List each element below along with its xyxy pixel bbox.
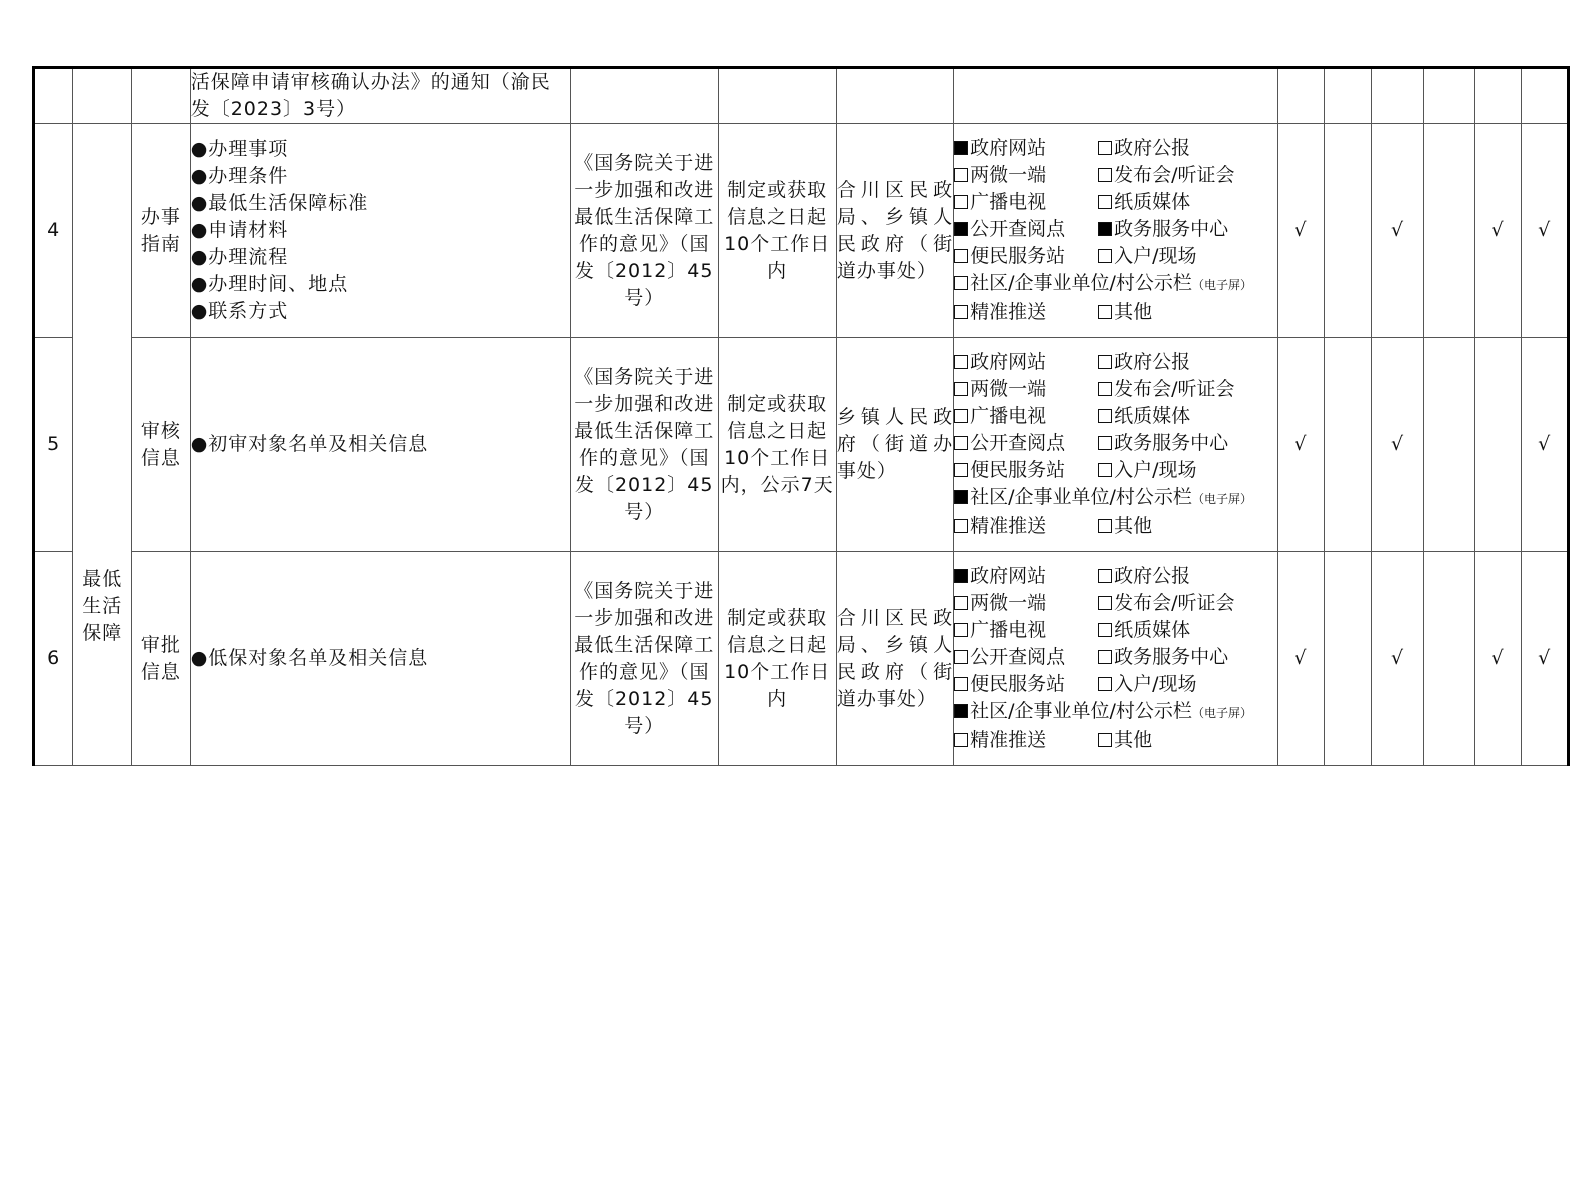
channel-option-reading bbox=[954, 430, 1098, 457]
channels-cell bbox=[954, 552, 1278, 766]
channel-option-paper bbox=[1098, 617, 1268, 644]
checkbox-icon bbox=[1098, 569, 1112, 583]
channel-label: 精准推送 bbox=[970, 729, 1047, 751]
checkbox-icon bbox=[1098, 650, 1112, 664]
checkbox-icon bbox=[1098, 436, 1112, 450]
checkbox-icon bbox=[954, 195, 968, 209]
content-item: ●办理时间、地点 bbox=[190, 273, 349, 295]
channel-label: 公开查阅点 bbox=[970, 646, 1066, 668]
checked-box-icon bbox=[954, 704, 968, 718]
channel-option-two-micro bbox=[954, 590, 1098, 617]
channel-label: 政府网站 bbox=[970, 137, 1047, 159]
channel-option-other bbox=[1098, 727, 1268, 754]
continued-content-cell: 活保障申请审核确认办法》的通知（渝民发〔2023〕3号） bbox=[190, 68, 570, 124]
channel-label: 纸质媒体 bbox=[1114, 619, 1191, 641]
channel-option-push bbox=[954, 299, 1098, 326]
channel-option-paper bbox=[1098, 189, 1268, 216]
checkbox-icon bbox=[954, 733, 968, 747]
channel-option-onsite bbox=[1098, 243, 1268, 270]
channel-options bbox=[954, 135, 1277, 326]
channel-option-reading bbox=[954, 216, 1098, 243]
checkbox-icon bbox=[954, 436, 968, 450]
tick-cell: √ bbox=[1522, 124, 1569, 338]
channel-option-onsite bbox=[1098, 457, 1268, 484]
content-item: ●申请材料 bbox=[190, 219, 289, 241]
time-limit-cell: 制定或获取信息之日起10个工作日内 bbox=[718, 124, 836, 338]
channel-label: 入户/现场 bbox=[1114, 459, 1197, 481]
subject-cell: 合川区民政局、乡镇人民政府（街道办事处） bbox=[836, 552, 953, 766]
tick-cell bbox=[1325, 338, 1372, 552]
channel-option-gazette bbox=[1098, 135, 1268, 162]
checked-box-icon bbox=[954, 569, 968, 583]
checked-box-icon bbox=[954, 222, 968, 236]
content-item: ●办理流程 bbox=[190, 246, 289, 268]
channel-label: 社区/企事业单位/村公示栏 bbox=[970, 272, 1192, 294]
content-item: ●低保对象名单及相关信息 bbox=[190, 647, 429, 669]
channel-label: 政府网站 bbox=[970, 565, 1047, 587]
checkbox-icon bbox=[1098, 733, 1112, 747]
checkbox-icon bbox=[954, 168, 968, 182]
tick-cell bbox=[1325, 124, 1372, 338]
checkbox-icon bbox=[1098, 596, 1112, 610]
channel-label: 精准推送 bbox=[970, 301, 1047, 323]
channel-option-other bbox=[1098, 299, 1268, 326]
subject-cell: 合川区民政局、乡镇人民政府（街道办事处） bbox=[836, 124, 953, 338]
checkbox-icon bbox=[954, 650, 968, 664]
channels-cell bbox=[954, 338, 1278, 552]
tick-cell: √ bbox=[1371, 124, 1424, 338]
subcategory-cell: 审核信息 bbox=[132, 338, 191, 552]
content-cell bbox=[190, 124, 570, 338]
channel-label: 两微一端 bbox=[970, 164, 1047, 186]
basis-cell: 《国务院关于进一步加强和改进最低生活保障工作的意见》（国发〔2012〕45号） bbox=[570, 552, 718, 766]
checkbox-icon bbox=[954, 355, 968, 369]
channel-option-two-micro bbox=[954, 162, 1098, 189]
table-row bbox=[34, 124, 1569, 338]
tick-cell bbox=[1325, 552, 1372, 766]
checkbox-icon bbox=[1098, 409, 1112, 423]
channel-label: 发布会/听证会 bbox=[1114, 592, 1235, 614]
checkbox-icon bbox=[1098, 141, 1112, 155]
subcategory-cell: 审批信息 bbox=[132, 552, 191, 766]
checkbox-icon bbox=[1098, 249, 1112, 263]
channel-option-two-micro bbox=[954, 376, 1098, 403]
channel-label: 政务服务中心 bbox=[1114, 218, 1229, 240]
checkbox-icon bbox=[954, 596, 968, 610]
channel-option-other bbox=[1098, 513, 1268, 540]
content-item: ●办理事项 bbox=[190, 138, 289, 160]
channel-label: 公开查阅点 bbox=[970, 432, 1066, 454]
channel-option-service-center bbox=[1098, 644, 1268, 671]
channel-option-reading bbox=[954, 644, 1098, 671]
tick-cell: √ bbox=[1522, 552, 1569, 766]
content-cell bbox=[190, 552, 570, 766]
channel-label: 政府网站 bbox=[970, 351, 1047, 373]
channel-label: 便民服务站 bbox=[970, 245, 1066, 267]
checkbox-icon bbox=[1098, 677, 1112, 691]
content-item: ●最低生活保障标准 bbox=[190, 192, 369, 214]
checkbox-icon bbox=[954, 305, 968, 319]
checkbox-icon bbox=[1098, 168, 1112, 182]
checkbox-icon bbox=[1098, 355, 1112, 369]
channel-label: 两微一端 bbox=[970, 378, 1047, 400]
channel-option-station bbox=[954, 243, 1098, 270]
tick-cell: √ bbox=[1474, 552, 1522, 766]
channel-label: 政务服务中心 bbox=[1114, 646, 1229, 668]
checkbox-icon bbox=[1098, 195, 1112, 209]
channel-label: 发布会/听证会 bbox=[1114, 164, 1235, 186]
tick-cell: √ bbox=[1371, 552, 1424, 766]
channel-option-onsite bbox=[1098, 671, 1268, 698]
tick-cell: √ bbox=[1474, 124, 1522, 338]
basis-cell: 《国务院关于进一步加强和改进最低生活保障工作的意见》（国发〔2012〕45号） bbox=[570, 338, 718, 552]
channel-label: 其他 bbox=[1114, 515, 1153, 537]
channel-option-service-center bbox=[1098, 216, 1268, 243]
checked-box-icon bbox=[954, 490, 968, 504]
checked-box-icon bbox=[1098, 222, 1112, 236]
checkbox-icon bbox=[954, 677, 968, 691]
channel-options bbox=[954, 349, 1277, 540]
content-cell bbox=[190, 338, 570, 552]
channel-option-service-center bbox=[1098, 430, 1268, 457]
channel-option-board bbox=[954, 698, 1268, 727]
table-row-continued bbox=[34, 68, 1569, 124]
channel-label: 入户/现场 bbox=[1114, 245, 1197, 267]
channel-option-board bbox=[954, 484, 1268, 513]
channel-option-board bbox=[954, 270, 1268, 299]
channel-label: 政务服务中心 bbox=[1114, 432, 1229, 454]
channel-option-gov-site bbox=[954, 349, 1098, 376]
channel-option-station bbox=[954, 457, 1098, 484]
channel-label: 便民服务站 bbox=[970, 459, 1066, 481]
channel-option-gov-site bbox=[954, 135, 1098, 162]
channel-option-paper bbox=[1098, 403, 1268, 430]
channels-cell bbox=[954, 124, 1278, 338]
channel-label: 便民服务站 bbox=[970, 673, 1066, 695]
tick-cell: √ bbox=[1277, 338, 1325, 552]
checkbox-icon bbox=[954, 409, 968, 423]
tick-cell: √ bbox=[1277, 552, 1325, 766]
basis-cell: 《国务院关于进一步加强和改进最低生活保障工作的意见》（国发〔2012〕45号） bbox=[570, 124, 718, 338]
checkbox-icon bbox=[1098, 382, 1112, 396]
category-label: 最低生活保障 bbox=[82, 568, 123, 644]
tick-cell: √ bbox=[1277, 124, 1325, 338]
channel-option-gov-site bbox=[954, 563, 1098, 590]
channel-label: 入户/现场 bbox=[1114, 673, 1197, 695]
checked-box-icon bbox=[954, 141, 968, 155]
time-limit-cell: 制定或获取信息之日起10个工作日内，公示7天 bbox=[718, 338, 836, 552]
table-row bbox=[34, 552, 1569, 766]
channel-option-push bbox=[954, 727, 1098, 754]
channel-label: 纸质媒体 bbox=[1114, 405, 1191, 427]
channel-label: 政府公报 bbox=[1114, 351, 1191, 373]
channel-label: 其他 bbox=[1114, 729, 1153, 751]
checkbox-icon bbox=[954, 623, 968, 637]
channel-label: 纸质媒体 bbox=[1114, 191, 1191, 213]
category-cell bbox=[73, 124, 132, 766]
channel-option-press bbox=[1098, 590, 1268, 617]
channel-option-gazette bbox=[1098, 563, 1268, 590]
channel-note: （电子屏） bbox=[1191, 492, 1252, 506]
channel-option-press bbox=[1098, 162, 1268, 189]
subcategory-cell: 办事指南 bbox=[132, 124, 191, 338]
tick-cell: √ bbox=[1522, 338, 1569, 552]
channel-options bbox=[954, 563, 1277, 754]
channel-option-broadcast bbox=[954, 403, 1098, 430]
content-item: ●初审对象名单及相关信息 bbox=[190, 433, 429, 455]
table-row bbox=[34, 338, 1569, 552]
channel-option-gazette bbox=[1098, 349, 1268, 376]
channel-label: 公开查阅点 bbox=[970, 218, 1066, 240]
channel-label: 广播电视 bbox=[970, 619, 1047, 641]
channel-label: 两微一端 bbox=[970, 592, 1047, 614]
time-limit-cell: 制定或获取信息之日起10个工作日内 bbox=[718, 552, 836, 766]
checkbox-icon bbox=[954, 463, 968, 477]
channel-label: 社区/企事业单位/村公示栏 bbox=[970, 700, 1192, 722]
channel-note: （电子屏） bbox=[1191, 706, 1252, 720]
channel-label: 精准推送 bbox=[970, 515, 1047, 537]
row-number: 4 bbox=[34, 124, 73, 338]
channel-option-press bbox=[1098, 376, 1268, 403]
checkbox-icon bbox=[954, 519, 968, 533]
channel-label: 其他 bbox=[1114, 301, 1153, 323]
channel-option-broadcast bbox=[954, 617, 1098, 644]
checkbox-icon bbox=[1098, 305, 1112, 319]
checkbox-icon bbox=[1098, 463, 1112, 477]
row-number: 6 bbox=[34, 552, 73, 766]
channel-label: 政府公报 bbox=[1114, 137, 1191, 159]
tick-cell bbox=[1424, 338, 1475, 552]
subject-cell: 乡镇人民政府（街道办事处） bbox=[836, 338, 953, 552]
channel-option-station bbox=[954, 671, 1098, 698]
checkbox-icon bbox=[1098, 623, 1112, 637]
tick-cell bbox=[1424, 552, 1475, 766]
channel-label: 政府公报 bbox=[1114, 565, 1191, 587]
tick-cell: √ bbox=[1371, 338, 1424, 552]
channel-label: 广播电视 bbox=[970, 191, 1047, 213]
tick-cell bbox=[1474, 338, 1522, 552]
channel-option-broadcast bbox=[954, 189, 1098, 216]
checkbox-icon bbox=[954, 249, 968, 263]
content-item: ●办理条件 bbox=[190, 165, 289, 187]
tick-cell bbox=[1424, 124, 1475, 338]
checkbox-icon bbox=[954, 382, 968, 396]
content-item: ●联系方式 bbox=[190, 300, 289, 322]
channel-note: （电子屏） bbox=[1191, 278, 1252, 292]
checkbox-icon bbox=[1098, 519, 1112, 533]
channel-label: 社区/企事业单位/村公示栏 bbox=[970, 486, 1192, 508]
channel-label: 发布会/听证会 bbox=[1114, 378, 1235, 400]
row-number: 5 bbox=[34, 338, 73, 552]
channel-label: 广播电视 bbox=[970, 405, 1047, 427]
checkbox-icon bbox=[954, 276, 968, 290]
disclosure-table bbox=[32, 66, 1570, 766]
channel-option-push bbox=[954, 513, 1098, 540]
